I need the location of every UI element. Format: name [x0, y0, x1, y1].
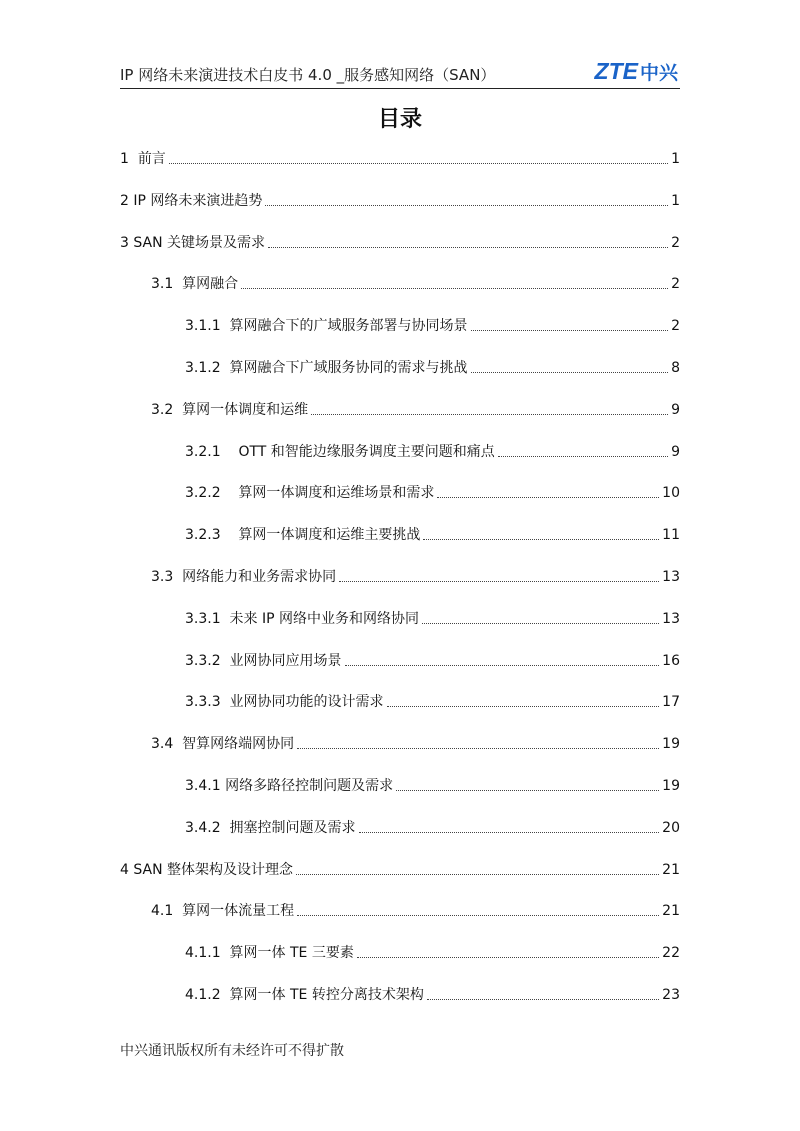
toc-entry[interactable]	[120, 858, 680, 880]
toc-entry-title: 算网一体调度和运维主要挑战	[238, 527, 421, 544]
toc-entry-title: 智算网络端网协同	[182, 736, 295, 753]
toc-entry-page: 19	[662, 736, 680, 753]
toc-dot-leader	[437, 496, 659, 498]
toc-dot-leader	[311, 413, 668, 415]
toc-entry-page: 22	[662, 945, 680, 962]
toc-entry-title: IP 网络未来演进趋势	[133, 192, 263, 209]
toc-dot-leader	[498, 455, 668, 457]
toc-entry-page: 2	[671, 318, 680, 335]
toc-dot-leader	[471, 329, 669, 331]
toc-entry[interactable]	[120, 147, 680, 169]
toc-dot-leader	[396, 789, 659, 791]
toc-dot-leader	[268, 246, 668, 248]
toc-entry[interactable]	[185, 523, 680, 545]
toc-entry-page: 13	[662, 610, 680, 627]
toc-entry-number: 3.2	[151, 401, 183, 418]
toc-entry-number: 4.1	[151, 903, 183, 920]
toc-entry-page: 16	[662, 652, 680, 669]
toc-entry-page: 21	[662, 903, 680, 920]
toc-dot-leader	[297, 747, 659, 749]
zte-logo-latin: ZTE	[594, 58, 638, 84]
toc-entry-page: 2	[671, 234, 680, 251]
toc-entry-number: 3.1.1	[185, 318, 230, 335]
toc-entry-number: 3.3.1	[185, 610, 230, 627]
toc-entry-page: 8	[671, 360, 680, 376]
toc-entry-number: 4.1.1	[185, 945, 230, 962]
toc-entry-title: 业网协同应用场景	[229, 652, 342, 669]
toc-entry-number: 3.3.2	[185, 652, 230, 669]
toc-dot-leader	[387, 705, 660, 707]
toc-entry[interactable]	[185, 983, 680, 1005]
toc-entry-page: 11	[662, 527, 680, 544]
toc-entry[interactable]	[185, 941, 680, 963]
toc-dot-leader	[423, 538, 659, 540]
toc-entry-number: 3.4.2	[185, 819, 230, 836]
toc-entry-title: 未来 IP 网络中业务和网络协同	[229, 610, 420, 627]
toc-entry[interactable]	[185, 690, 680, 712]
toc-entry[interactable]	[185, 314, 680, 336]
toc-entry-title: OTT 和智能边缘服务调度主要问题和痛点	[238, 443, 495, 460]
copyright-notice: 中兴通讯版权所有未经许可不得扩散	[120, 1043, 344, 1059]
toc-entry-number: 3.1	[151, 276, 183, 293]
toc-entry-title: 算网一体流量工程	[182, 903, 295, 920]
toc-entry[interactable]	[185, 816, 680, 838]
toc-entry[interactable]	[185, 649, 680, 671]
toc-dot-leader	[339, 580, 659, 582]
toc-entry-title: 算网一体 TE 转控分离技术架构	[229, 987, 424, 1003]
toc-dot-leader	[345, 664, 660, 666]
toc-entry[interactable]	[120, 231, 680, 253]
toc-entry-number: 3.1.2	[185, 360, 230, 376]
toc-dot-leader	[297, 914, 659, 916]
toc-entry-number: 2	[120, 192, 134, 209]
toc-entry-page: 19	[662, 778, 680, 794]
toc-entry-title: 算网融合下的广域服务部署与协同场景	[229, 318, 468, 335]
toc-entry[interactable]	[151, 565, 680, 587]
toc-dot-leader	[169, 162, 668, 164]
toc-dot-leader	[427, 998, 659, 1000]
toc-entry-title: 网络能力和业务需求协同	[182, 569, 337, 585]
toc-entry-page: 10	[662, 485, 680, 502]
toc-entry[interactable]	[120, 189, 680, 211]
toc-entry[interactable]	[151, 398, 680, 420]
toc-dot-leader	[296, 873, 659, 875]
toc-dot-leader	[359, 831, 660, 833]
toc-entry-title: 算网一体调度和运维	[182, 401, 309, 418]
toc-entry-number: 1	[120, 151, 138, 167]
toc-entry[interactable]	[185, 356, 680, 378]
toc-entry-page: 13	[662, 569, 680, 585]
toc-entry-number: 3.3	[151, 569, 183, 585]
toc-dot-leader	[357, 956, 659, 958]
toc-entry-page: 9	[671, 401, 680, 418]
toc-entry-title: 算网一体调度和运维场景和需求	[238, 485, 435, 502]
document-title: IP 网络未来演进技术白皮书 4.0 _服务感知网络（SAN）	[120, 66, 496, 84]
toc-entry-title: 拥塞控制问题及需求	[229, 819, 356, 836]
toc-entry-page: 20	[662, 819, 680, 836]
toc-entry-title: 业网协同功能的设计需求	[229, 694, 384, 711]
toc-entry[interactable]	[151, 272, 680, 294]
toc-entry-title: 算网融合下广域服务协同的需求与挑战	[229, 360, 468, 376]
toc-entry-title: 算网融合	[182, 276, 239, 293]
toc-entry-page: 2	[671, 276, 680, 293]
toc-entry[interactable]	[151, 732, 680, 754]
toc-entry-title: SAN 关键场景及需求	[133, 234, 266, 251]
toc-entry-page: 1	[671, 192, 680, 209]
toc-entry-number: 3.3.3	[185, 694, 230, 711]
toc-entry-page: 17	[662, 694, 680, 711]
toc-entry-title: SAN 整体架构及设计理念	[133, 861, 294, 878]
toc-entry-number: 3.2.3	[185, 527, 239, 544]
zte-logo	[595, 58, 678, 85]
toc-entry-title: 前言	[137, 151, 166, 167]
toc-entry-number: 3.4	[151, 736, 183, 753]
page-header	[120, 58, 680, 89]
toc-entry-title: 网络多路径控制问题及需求	[225, 778, 394, 794]
toc-entry-number: 4	[120, 861, 134, 878]
toc-entry-page: 1	[671, 151, 680, 167]
toc-entry-number: 3.4.1	[185, 778, 226, 794]
toc-dot-leader	[265, 204, 668, 206]
toc-entry-page: 9	[671, 443, 680, 460]
toc-entry-number: 3	[120, 234, 134, 251]
toc-entry-number: 3.2.2	[185, 485, 239, 502]
toc-entry[interactable]	[185, 607, 680, 629]
toc-entry[interactable]	[185, 774, 680, 796]
toc-entry-page: 21	[662, 861, 680, 878]
toc-dot-leader	[241, 287, 668, 289]
toc-entry-number: 4.1.2	[185, 987, 230, 1003]
toc-entry-page: 23	[662, 987, 680, 1003]
toc-entry-number: 3.2.1	[185, 443, 239, 460]
toc-dot-leader	[422, 622, 659, 624]
toc-heading: 目录	[377, 107, 422, 132]
toc-dot-leader	[471, 371, 669, 373]
toc-entry[interactable]	[151, 899, 680, 921]
toc-entry[interactable]	[185, 440, 680, 462]
toc-entry[interactable]	[185, 481, 680, 503]
toc-entry-title: 算网一体 TE 三要素	[229, 945, 354, 962]
zte-logo-cjk: 中兴	[639, 63, 678, 84]
